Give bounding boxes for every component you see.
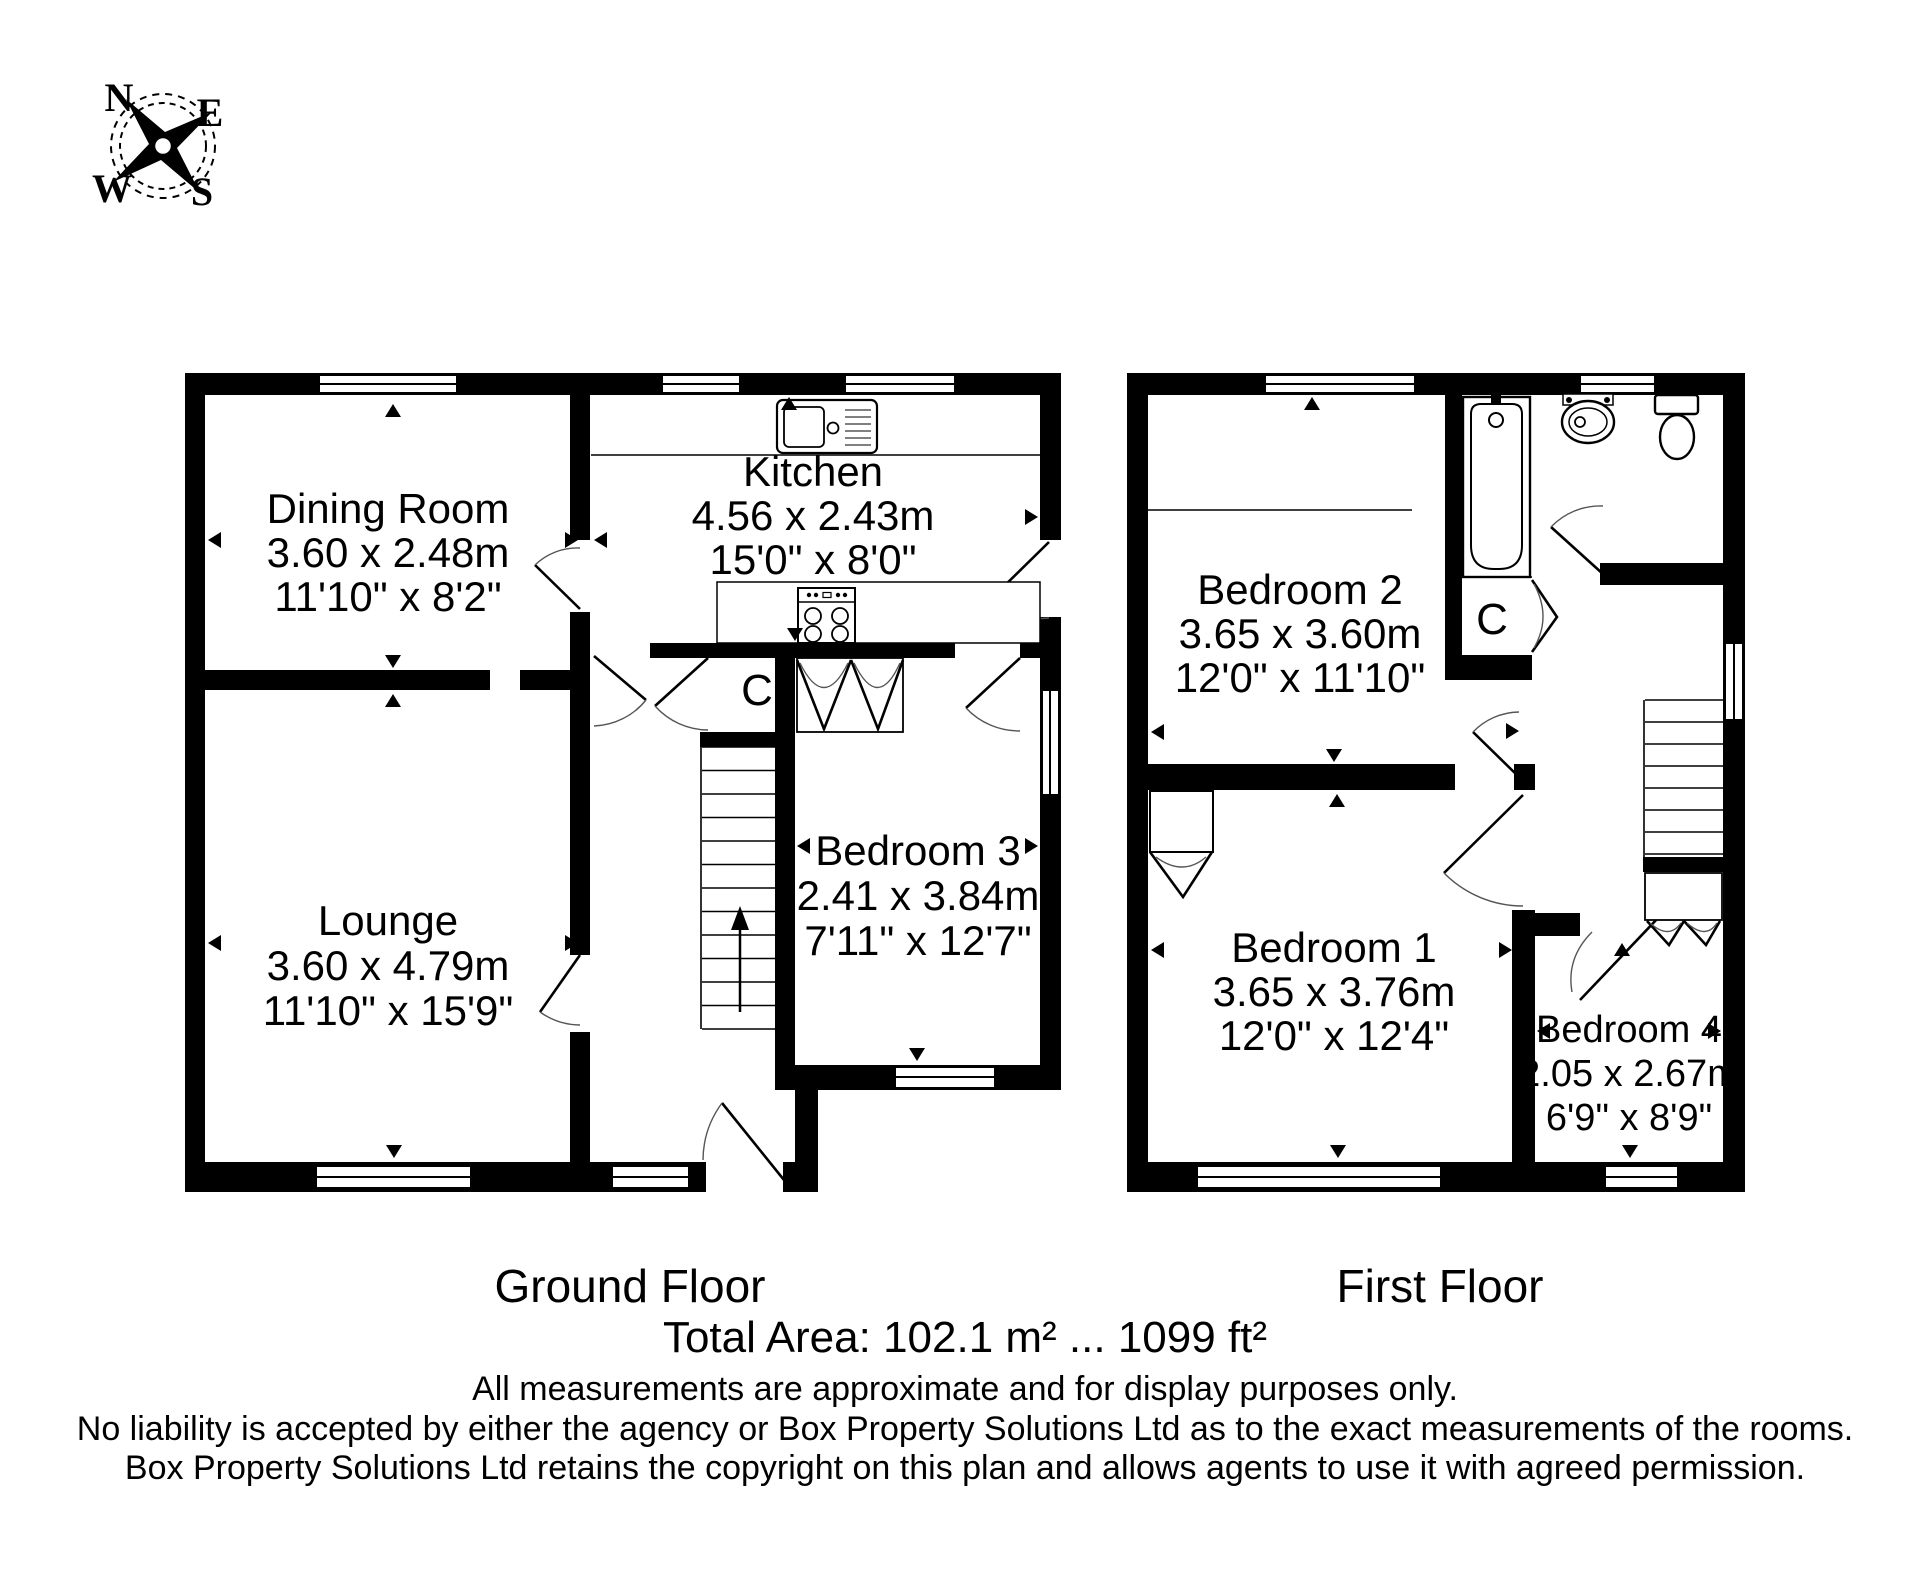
bedroom3-side-window bbox=[1042, 690, 1059, 795]
bedroom1-name: Bedroom 1 bbox=[1231, 924, 1437, 971]
compass-north-label: N bbox=[104, 75, 134, 120]
disclaimer-line-1: All measurements are approximate and for display purposes only. bbox=[472, 1370, 1458, 1408]
disclaimer-line-3: Box Property Solutions Ltd retains the copyright on this plan and allows agents to use it with agreed permission. bbox=[124, 1449, 1806, 1487]
lounge-metric: 3.60 x 4.79m bbox=[266, 942, 510, 989]
bathroom-window bbox=[1580, 375, 1655, 393]
kitchen-door bbox=[594, 656, 646, 726]
bedroom3-name: Bedroom 3 bbox=[815, 827, 1021, 874]
bathroom-door bbox=[1551, 506, 1603, 574]
bedroom4-wardrobe bbox=[1645, 873, 1722, 945]
bedroom3-metric: 2.41 x 3.84m bbox=[796, 872, 1040, 919]
bedroom2-name: Bedroom 2 bbox=[1197, 566, 1403, 613]
stairs-first bbox=[1644, 700, 1723, 857]
lounge-imperial: 11'10" x 15'9" bbox=[262, 987, 514, 1034]
bedroom1-imperial: 12'0" x 12'4" bbox=[1218, 1012, 1450, 1059]
compass-rose bbox=[92, 75, 223, 214]
lounge-window bbox=[316, 1166, 471, 1188]
kitchen-window-right bbox=[845, 375, 955, 393]
first-cupboard-label: C bbox=[1476, 595, 1508, 644]
bedroom4-window bbox=[1605, 1166, 1678, 1188]
stove-icon bbox=[798, 588, 855, 643]
dining-door bbox=[535, 548, 580, 609]
kitchen-name: Kitchen bbox=[742, 448, 884, 495]
bedroom2-metric: 3.65 x 3.60m bbox=[1178, 610, 1422, 657]
bedroom4-metric: 2.05 x 2.67m bbox=[1519, 1053, 1739, 1095]
bedroom1-metric: 3.65 x 3.76m bbox=[1212, 968, 1456, 1015]
bedroom1-window bbox=[1197, 1166, 1441, 1188]
disclaimer-line-2: No liability is accepted by either the agency or Box Property Solutions Ltd as to the exact measurements of the rooms. bbox=[76, 1410, 1854, 1448]
dining-room-imperial: 11'10" x 8'2" bbox=[274, 573, 502, 620]
compass-hub bbox=[154, 137, 172, 155]
compass-east-label: E bbox=[196, 90, 224, 135]
bedroom4-imperial: 6'9" x 8'9" bbox=[1545, 1097, 1713, 1139]
bedroom4-door bbox=[1571, 918, 1658, 1000]
kitchen-metric: 4.56 x 2.43m bbox=[691, 492, 935, 539]
lounge-name: Lounge bbox=[317, 897, 459, 944]
entrance-opening bbox=[706, 1162, 783, 1192]
bedroom3-bottom-window bbox=[895, 1067, 995, 1088]
bedroom3-imperial: 7'11" x 12'7" bbox=[804, 917, 1032, 964]
hall-window bbox=[612, 1166, 689, 1188]
basin-icon bbox=[1562, 394, 1614, 443]
dining-window bbox=[319, 375, 457, 393]
ground-floor-plan bbox=[185, 373, 1061, 1312]
bedroom3-wardrobe bbox=[797, 658, 903, 732]
stairs-up-arrow-icon bbox=[731, 906, 749, 930]
toilet-icon bbox=[1655, 395, 1698, 459]
cupboard-door bbox=[655, 658, 708, 730]
compass-west-label: W bbox=[92, 166, 132, 211]
bath-icon bbox=[1463, 395, 1530, 577]
ground-floor-title: Ground Floor bbox=[494, 1260, 766, 1312]
bedroom2-imperial: 12'0" x 11'10" bbox=[1174, 654, 1426, 701]
kitchen-window-left bbox=[662, 375, 740, 393]
footer bbox=[77, 1313, 1853, 1487]
stairs-ground bbox=[701, 747, 775, 1029]
bedroom2-window bbox=[1265, 375, 1415, 393]
kitchen-imperial: 15'0" x 8'0" bbox=[709, 536, 917, 583]
landing-side-window bbox=[1725, 643, 1743, 720]
dining-room-metric: 3.60 x 2.48m bbox=[266, 529, 510, 576]
dining-room-name: Dining Room bbox=[266, 485, 510, 532]
bedroom1-closet bbox=[1150, 791, 1213, 897]
compass-south-label: S bbox=[190, 169, 214, 214]
bedroom1-door bbox=[1444, 795, 1523, 906]
first-floor-title: First Floor bbox=[1336, 1260, 1544, 1312]
ground-cupboard-label: C bbox=[741, 666, 773, 715]
bedroom4-name: Bedroom 4 bbox=[1536, 1009, 1722, 1051]
bedroom2-door bbox=[1473, 712, 1519, 777]
bedroom3-door bbox=[966, 658, 1020, 731]
lounge-door bbox=[540, 955, 580, 1025]
first-floor-plan bbox=[1127, 373, 1745, 1312]
total-area-text: Total Area: 102.1 m² ... 1099 ft² bbox=[662, 1313, 1268, 1362]
kitchen-counter bbox=[717, 582, 1040, 643]
